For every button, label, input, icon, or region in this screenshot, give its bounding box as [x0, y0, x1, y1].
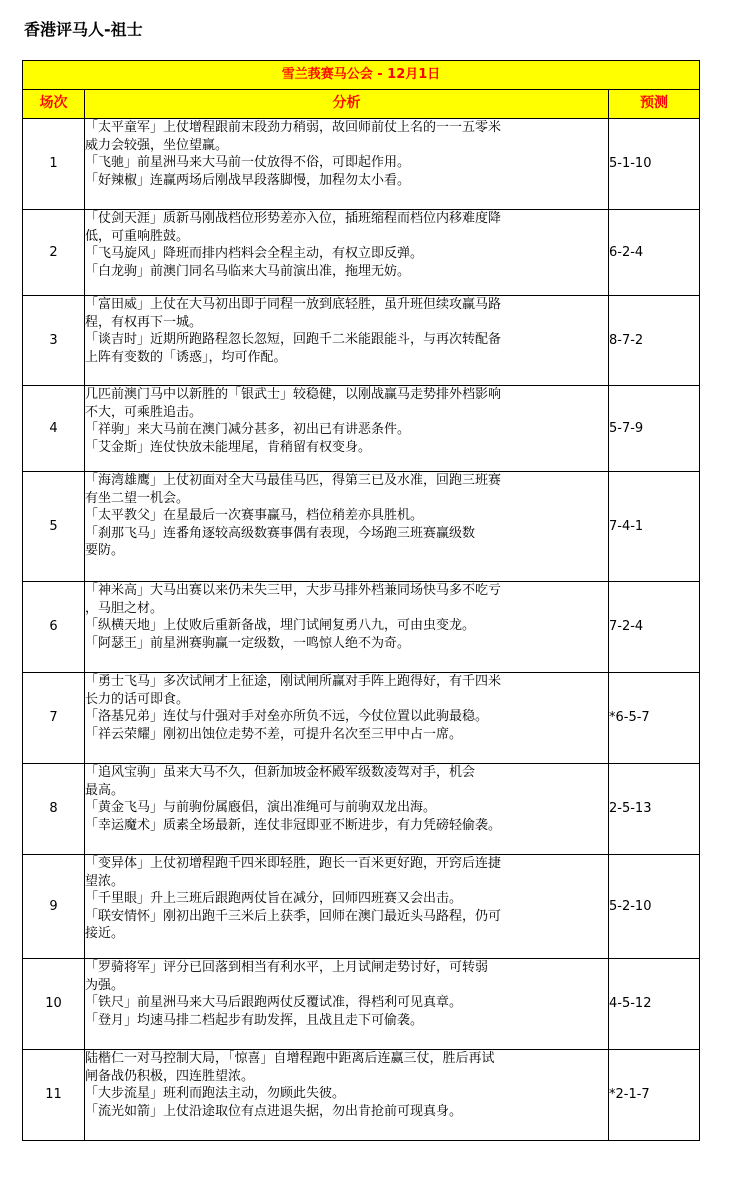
analysis-line: 「黄金飞马」与前驹份属廏侣，演出准绳可与前驹双龙出海。	[85, 800, 437, 816]
race-number: 6	[23, 582, 85, 673]
race-tips-table	[22, 60, 700, 1141]
race-number: 7	[23, 673, 85, 764]
table-row	[23, 673, 700, 764]
race-analysis	[85, 296, 609, 386]
column-header-prediction: 预测	[609, 90, 700, 119]
table-row	[23, 386, 700, 472]
analysis-line: 「太平教父」在星最后一次赛事赢马，档位稍差亦具胜机。	[85, 508, 424, 524]
race-analysis	[85, 119, 609, 210]
race-analysis	[85, 959, 609, 1050]
analysis-line: 「流光如箭」上仗沿途取位有点进退失据，勿出肯抢前可现真身。	[85, 1103, 463, 1119]
analysis-line: 低，可重响胜鼓。	[85, 228, 190, 244]
analysis-line: 「刹那飞马」连番角逐较高级数赛事偶有表现，今场跑三班赛赢级数	[85, 525, 476, 541]
analysis-line: 「飞驰」前星洲马来大马前一仗放得不俗，可即起作用。	[85, 155, 411, 171]
race-prediction: 4-5-12	[609, 959, 700, 1050]
analysis-line: 「罗骑将军」评分已回落到相当有利水平，上月试闸走势讨好，可转弱	[85, 960, 489, 975]
table-row	[23, 959, 700, 1050]
race-analysis	[85, 210, 609, 296]
race-prediction: *2-1-7	[609, 1050, 700, 1141]
race-number: 1	[23, 119, 85, 210]
analysis-line: 「纵横天地」上仗败后重新备战，埋门试闸复勇八九，可由虫变龙。	[85, 618, 476, 634]
analysis-line: 「幸运魔术」质素全场最新，连仗非冠即亚不断进步，有力凭磅轻偷袭。	[85, 817, 502, 833]
table-row	[23, 855, 700, 959]
table-row	[23, 210, 700, 296]
analysis-line: 「谈吉时」近期所跑路程忽长忽短，回跑千二米能跟能斗，与再次转配备	[85, 332, 502, 348]
table-body	[23, 119, 700, 1141]
table-row	[23, 582, 700, 673]
race-prediction: 5-2-10	[609, 855, 700, 959]
race-number: 9	[23, 855, 85, 959]
race-analysis	[85, 673, 609, 764]
analysis-line: 不大，可乘胜追击。	[85, 404, 203, 420]
analysis-line: 上阵有变数的「诱惑」，均可作配。	[85, 349, 287, 365]
race-analysis	[85, 582, 609, 673]
analysis-line: 「神米高」大马出赛以来仍未失三甲，大步马排外档兼同场快马多不吃亏	[85, 583, 502, 598]
race-number: 10	[23, 959, 85, 1050]
page-title: 香港评马人-祖士	[24, 20, 143, 39]
analysis-line: 程，有权再下一城。	[85, 314, 203, 330]
table-row	[23, 1050, 700, 1141]
analysis-line: 闸备战仍积极，四连胜望浓。	[85, 1068, 255, 1084]
analysis-line: 「好辣椒」连赢两场后刚战早段落脚慢，加程勿太小看。	[85, 172, 411, 188]
table-row	[23, 296, 700, 386]
race-prediction: 7-2-4	[609, 582, 700, 673]
analysis-line: 「太平童军」上仗增程跟前末段劲力稍弱，故回师前仗上名的一一五零米	[85, 120, 502, 135]
analysis-line: 「追风宝驹」虽来大马不久，但新加坡金杯殿军级数凌驾对手，机会	[85, 765, 476, 780]
analysis-line: 「艾金斯」连仗快放未能埋尾，肯稍留有权变身。	[85, 439, 372, 455]
column-header-analysis: 分析	[85, 90, 609, 119]
race-number: 4	[23, 386, 85, 472]
race-number: 5	[23, 472, 85, 582]
analysis-line: 长力的话可即食。	[85, 691, 190, 707]
analysis-line: 「联安情怀」刚初出跑千三米后上获季，回师在澳门最近头马路程，仍可	[85, 908, 502, 924]
analysis-line: 陆楷仁一对马控制大局，「惊喜」自增程跑中距离后连赢三仗，胜后再试	[85, 1051, 495, 1066]
analysis-line: 「仗剑天涯」质新马刚战档位形势差亦入位，插班缩程而档位内移难度降	[85, 211, 502, 226]
analysis-line: 要防。	[85, 543, 125, 559]
analysis-line: 望浓。	[85, 873, 125, 889]
race-prediction: 2-5-13	[609, 764, 700, 855]
analysis-line: 「大步流星」班利而跑法主动，勿顾此失彼。	[85, 1086, 346, 1102]
analysis-line: 「登月」均速马排二档起步有助发挥，且战且走下可偷袭。	[85, 1012, 424, 1028]
analysis-line: 「洛基兄弟」连仗与什强对手对垒亦所负不远，今仗位置以此驹最稳。	[85, 709, 489, 725]
race-prediction: 5-1-10	[609, 119, 700, 210]
analysis-line: 「勇士飞马」多次试闸才上征途，刚试闸所赢对手阵上跑得好，有千四米	[85, 674, 502, 689]
analysis-line: 「富田威」上仗在大马初出即于同程一放到底轻胜，虽升班但续攻赢马路	[85, 297, 502, 312]
analysis-line: 「阿瑟王」前星洲赛驹赢一定级数，一鸣惊人绝不为奇。	[85, 635, 411, 651]
analysis-line: 「白龙驹」前澳门同名马临来大马前演出准，拖埋无妨。	[85, 263, 411, 279]
analysis-line: ，马胆之材。	[85, 600, 164, 616]
race-prediction: 6-2-4	[609, 210, 700, 296]
analysis-line: 为强。	[85, 977, 125, 993]
analysis-line: 「海湾雄鹰」上仗初面对全大马最佳马匹，得第三已及水准，回跑三班赛	[85, 473, 502, 488]
analysis-line: 「飞马旋风」降班而排内档料会全程主动，有权立即反弹。	[85, 246, 424, 262]
analysis-line: 有坐二望一机会。	[85, 490, 190, 506]
race-analysis	[85, 1050, 609, 1141]
analysis-line: 「祥云荣耀」刚初出蚀位走势不差，可提升名次至三甲中占一席。	[85, 726, 463, 742]
table-title: 雪兰莪赛马公会 - 12月1日	[23, 61, 700, 90]
table-row	[23, 119, 700, 210]
race-prediction: 8-7-2	[609, 296, 700, 386]
race-number: 8	[23, 764, 85, 855]
analysis-line: 几匹前澳门马中以新胜的「银武士」较稳健，以刚战赢马走势排外档影响	[85, 387, 502, 402]
analysis-line: 最高。	[85, 782, 125, 798]
table-row	[23, 472, 700, 582]
race-analysis	[85, 472, 609, 582]
column-header-race: 场次	[23, 90, 85, 119]
race-analysis	[85, 855, 609, 959]
race-number: 3	[23, 296, 85, 386]
analysis-line: 接近。	[85, 926, 125, 942]
analysis-line: 「铁尺」前星洲马来大马后跟跑两仗反覆试准，得档利可见真章。	[85, 995, 463, 1011]
race-prediction: 7-4-1	[609, 472, 700, 582]
race-number: 2	[23, 210, 85, 296]
analysis-line: 「祥驹」来大马前在澳门减分甚多，初出已有讲恶条件。	[85, 422, 411, 438]
race-number: 11	[23, 1050, 85, 1141]
race-prediction: *6-5-7	[609, 673, 700, 764]
analysis-line: 「变异体」上仗初增程跑千四米即轻胜，跑长一百米更好跑，开窍后连捷	[85, 856, 502, 871]
race-analysis	[85, 764, 609, 855]
table-row	[23, 764, 700, 855]
race-analysis	[85, 386, 609, 472]
analysis-line: 威力会较强，坐位望赢。	[85, 137, 229, 153]
race-prediction: 5-7-9	[609, 386, 700, 472]
analysis-line: 「千里眼」升上三班后跟跑两仗旨在减分，回师四班赛又会出击。	[85, 891, 463, 907]
